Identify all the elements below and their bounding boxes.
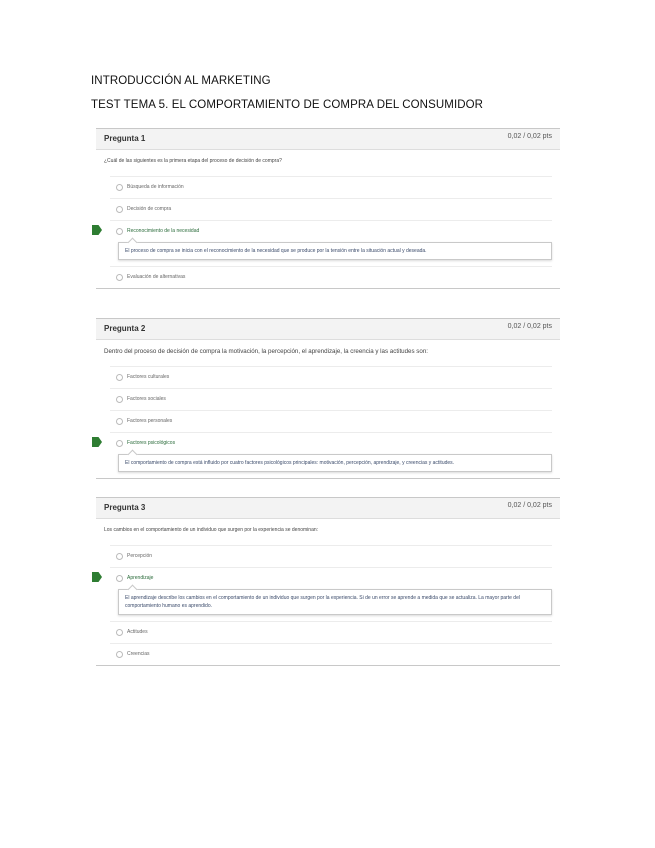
answer-option[interactable] (110, 388, 552, 410)
question-text: ¿Cuál de las siguientes es la primera etapa del proceso de decisión de compra? (104, 158, 282, 164)
correct-answer-marker-icon (92, 437, 102, 447)
question-points: 0,02 / 0,02 pts (507, 133, 552, 140)
answer-option[interactable] (110, 643, 552, 665)
document-subtitle: TEST TEMA 5. EL COMPORTAMIENTO DE COMPRA DEL CONSUMIDOR (91, 99, 484, 111)
radio-button[interactable] (116, 629, 123, 636)
answer-label: Actitudes (127, 629, 148, 635)
answer-option[interactable] (110, 198, 552, 220)
answer-label: Creencias (127, 651, 150, 657)
answer-label: Aprendizaje (127, 575, 154, 581)
correct-answer-marker-icon (92, 572, 102, 582)
question-text: Dentro del proceso de decisión de compra la motivación, la percepción, el aprendizaje, la creencia y las actitudes son: (104, 348, 428, 355)
radio-button[interactable] (116, 553, 123, 560)
answer-option[interactable] (110, 410, 552, 432)
correct-answer-marker-icon (92, 225, 102, 235)
answer-label: Evaluación de alternativas (127, 274, 186, 280)
answer-label: Factores psicológicos (127, 440, 176, 446)
answer-option-selected[interactable] (110, 432, 552, 454)
answer-label: Factores sociales (127, 396, 166, 402)
question-header (96, 498, 560, 519)
question-title: Pregunta 3 (104, 503, 146, 512)
question-title: Pregunta 2 (104, 324, 146, 333)
answer-label: Búsqueda de información (127, 184, 184, 190)
question-card-2 (96, 318, 560, 479)
answer-feedback: El comportamiento de compra está influido por cuatro factores psicológicos principales: motivación, percepción, aprendizaje, y creencias y actitudes. (118, 454, 552, 472)
answer-option[interactable] (110, 176, 552, 198)
answer-option[interactable] (110, 266, 552, 288)
document-title: INTRODUCCIÓN AL MARKETING (91, 75, 271, 87)
question-card-1 (96, 128, 560, 289)
answer-option[interactable] (110, 366, 552, 388)
question-header (96, 319, 560, 340)
radio-button[interactable] (116, 440, 123, 447)
radio-button[interactable] (116, 206, 123, 213)
radio-button[interactable] (116, 374, 123, 381)
answer-label: Percepción (127, 553, 153, 559)
answer-feedback: El proceso de compra se inicia con el reconocimiento de la necesidad que se produce por la tensión entre la situación actual y deseada. (118, 242, 552, 260)
question-points: 0,02 / 0,02 pts (507, 323, 552, 330)
answer-label: Reconocimiento de la necesidad (127, 228, 200, 234)
radio-button[interactable] (116, 228, 123, 235)
answer-label: Decisión de compra (127, 206, 172, 212)
answer-feedback: El aprendizaje describe los cambios en el comportamiento de un individuo que surgen por la experiencia. Si de un error se aprende a medida que se actualiza. La mayor parte del comportamiento humano es aprendido. (118, 589, 552, 615)
question-title: Pregunta 1 (104, 134, 146, 143)
question-points: 0,02 / 0,02 pts (507, 502, 552, 509)
answer-option[interactable] (110, 545, 552, 567)
answer-option[interactable] (110, 621, 552, 643)
answer-label: Factores personales (127, 418, 173, 424)
question-card-3 (96, 497, 560, 666)
answer-option-selected[interactable] (110, 220, 552, 242)
radio-button[interactable] (116, 274, 123, 281)
answer-option-selected[interactable] (110, 567, 552, 589)
question-header (96, 129, 560, 150)
answer-label: Factores culturales (127, 374, 170, 380)
radio-button[interactable] (116, 184, 123, 191)
question-text: Los cambios en el comportamiento de un individuo que surgen por la experiencia se denominan: (104, 527, 319, 533)
radio-button[interactable] (116, 575, 123, 582)
radio-button[interactable] (116, 651, 123, 658)
radio-button[interactable] (116, 396, 123, 403)
radio-button[interactable] (116, 418, 123, 425)
